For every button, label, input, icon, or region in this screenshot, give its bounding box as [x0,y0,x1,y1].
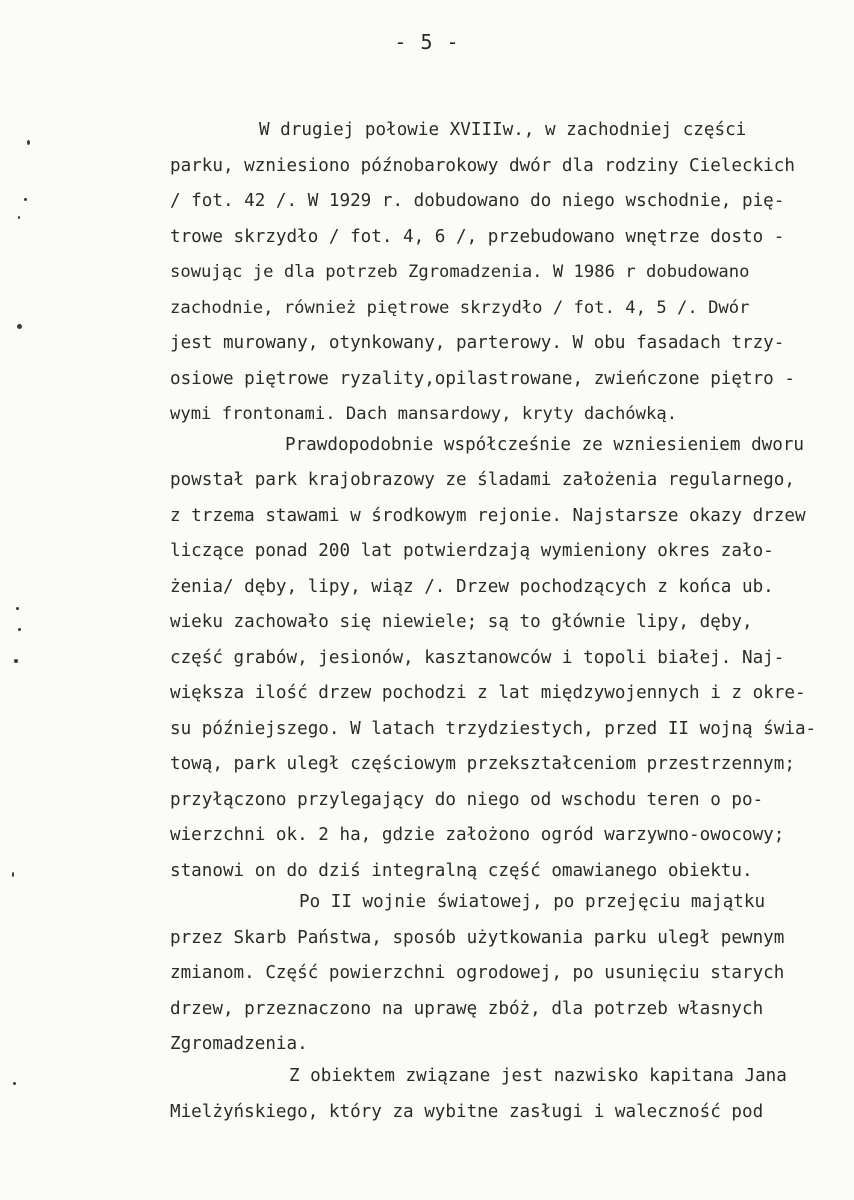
scan-speck [18,216,20,219]
text-line: z trzema stawami w środkowym rejonie. Najstarsze okazy drzew [170,506,806,526]
text-line: zmianom. Część powierzchni ogrodowej, po usunięciu starych [170,963,785,983]
text-line: liczące ponad 200 lat potwierdzają wymieniony okres zało- [170,541,774,561]
scan-speck [12,872,14,877]
text-line: drzew, przeznaczono na uprawę zbóż, dla potrzeb własnych [170,999,764,1019]
text-line: przyłączono przylegający do niego od wschodu teren o po- [170,790,764,810]
text-line: tową, park uległ częściowym przekształceniom przestrzennym; [170,754,795,774]
text-line: / fot. 42 /. W 1929 r. dobudowano do niego wschodnie, pię- [170,191,785,211]
text-line: stanowi on do dziś integralną część omawianego obiektu. [170,861,753,881]
text-line: Z obiektem związane jest nazwisko kapitana Jana [289,1066,787,1086]
text-line: powstał park krajobrazowy ze śladami założenia regularnego, [170,470,795,490]
text-line: Zgromadzenia. [170,1034,308,1054]
text-line: wierzchni ok. 2 ha, gdzie założono ogród warzywno-owocowy; [170,825,785,845]
scan-speck [27,140,30,145]
text-line: wieku zachowało się niewiele; są to głównie lipy, dęby, [170,612,753,632]
text-line: jest murowany, otynkowany, parterowy. W obu fasadach trzy- [170,333,785,353]
text-line: su późniejszego. W latach trzydziestych, przed II wojną świa- [170,719,817,739]
text-line: żenia/ dęby, lipy, wiąz /. Drzew pochodzących z końca ub. [170,577,774,597]
scan-speck [14,659,18,663]
scan-speck [13,1082,16,1085]
text-line: większa ilość drzew pochodzi z lat międzywojennych i z okre- [170,683,806,703]
text-line: W drugiej połowie XVIIIw., w zachodniej części [259,120,747,140]
scan-speck [17,324,22,329]
text-line: Prawdopodobnie współcześnie ze wzniesieniem dworu [285,435,805,455]
scan-speck [16,607,19,610]
page-number: - 5 - [394,30,460,54]
text-line: osiowe piętrowe ryzality,opilastrowane, zwieńczone piętro - [170,369,795,389]
scan-speck [24,198,27,201]
text-line: Mielżyńskiego, który za wybitne zasługi i waleczność pod [170,1102,764,1122]
scan-speck [18,628,21,631]
text-line: część grabów, jesionów, kasztanowców i topoli białej. Naj- [170,648,785,668]
text-line: przez Skarb Państwa, sposób użytkowania parku uległ pewnym [170,928,785,948]
text-line: wymi frontonami. Dach mansardowy, kryty dachówką. [170,404,678,424]
text-line: parku, wzniesiono późnobarokowy dwór dla rodziny Cieleckich [170,156,795,176]
text-line: zachodnie, również piętrowe skrzydło / fot. 4, 5 /. Dwór [170,298,750,318]
text-line: Po II wojnie światowej, po przejęciu majątku [299,892,766,912]
text-line: sowując je dla potrzeb Zgromadzenia. W 1986 r dobudowano [170,262,750,282]
text-line: trowe skrzydło / fot. 4, 6 /, przebudowano wnętrze dosto - [170,227,785,247]
